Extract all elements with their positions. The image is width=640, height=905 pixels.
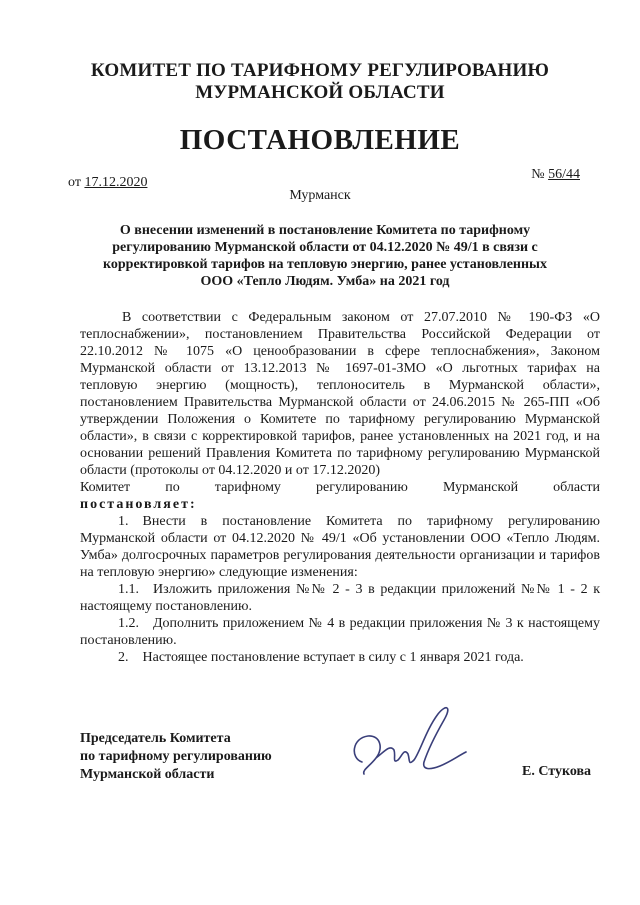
position-line: Председатель Комитета [80,731,231,746]
preamble-word: по [165,480,180,495]
number-prefix: № [531,167,549,182]
preamble-word: Комитет [80,480,131,495]
preamble-word: тарифному [214,480,281,495]
date-value: 17.12.2020 [84,175,148,190]
preamble-word: Мурманской [442,480,519,495]
preamble-paragraph: В соответствии с Федеральным законом от 27.07.2010 № 190-ФЗ «О теплоснабжении», постановлением Правительства Российской Федерации от 22.10.2012 № 1075 «О ценообразовании в сфере теплоснабжения», Законом Мурманской области от 13.12.2013 № 1697-01-ЗМО «О льготных тарифах на тепловую энергию (мощность), теплоноситель в Мурманской области», постановлением Правительства Мурманской области от 24.06.2015 № 265-ПП «Об утверждении Положения о Комитете по тарифному регулированию Мурманской области», в связи с корректировкой тарифов, ранее установленных на 2021 год, и на основании решений Правления Комитета по тарифному регулированию Мурманской области (протоколы от 04.12.2020 и от 17.12.2020) [80,310,600,478]
org-title-line1: КОМИТЕТ ПО ТАРИФНОМУ РЕГУЛИРОВАНИЮ [90,60,550,81]
number-value: 56/44 [548,167,580,182]
subject-line: корректировкой тарифов на тепловую энергию, ранее установленных [102,257,547,272]
decree-word: постановляет: [80,497,197,512]
document-subject [95,222,555,290]
subject-line: О внесении изменений в постановление Комитета по тарифному [119,223,531,238]
item-2: 2. Настоящее постановление вступает в силу с 1 января 2021 года. [118,650,524,665]
signatory-position [80,730,272,784]
item-1: 1. Внести в постановление Комитета по тарифному регулированию Мурманской области от 04.12.2020 № 49/1 «Об установлении ООО «Тепло Людям. Умба» долгосрочных параметров регулирования деятельности организации и тарифов на тепловую энергию» следующие изменения: [80,514,600,580]
document-body [80,309,600,666]
position-line: Мурманской области [80,767,215,782]
position-line: по тарифному регулированию [80,749,272,764]
preamble-word: области [553,480,600,495]
org-title-line2: МУРМАНСКОЙ ОБЛАСТИ [195,82,445,103]
handwritten-signature [340,700,470,790]
subject-line: ООО «Тепло Людям. Умба» на 2021 год [200,274,450,289]
city-name: Мурманск [289,188,351,203]
document-type-title: ПОСТАНОВЛЕНИЕ [179,124,461,156]
signatory-name: Е. Стукова [522,764,592,779]
subject-line: регулированию Мурманской области от 04.12.2020 № 49/1 в связи с [112,240,538,255]
date-prefix: от [68,175,85,190]
item-1-1: 1.1. Изложить приложения №№ 2 - 3 в редакции приложений №№ 1 - 2 к настоящему постановлению. [80,582,600,614]
preamble-last-line [80,479,600,496]
document-number [531,167,580,183]
preamble-word: регулированию [315,480,408,495]
organization-title [70,60,570,104]
item-1-2: 1.2. Дополнить приложением № 4 в редакции приложения № 3 к настоящему постановлению. [80,616,600,648]
